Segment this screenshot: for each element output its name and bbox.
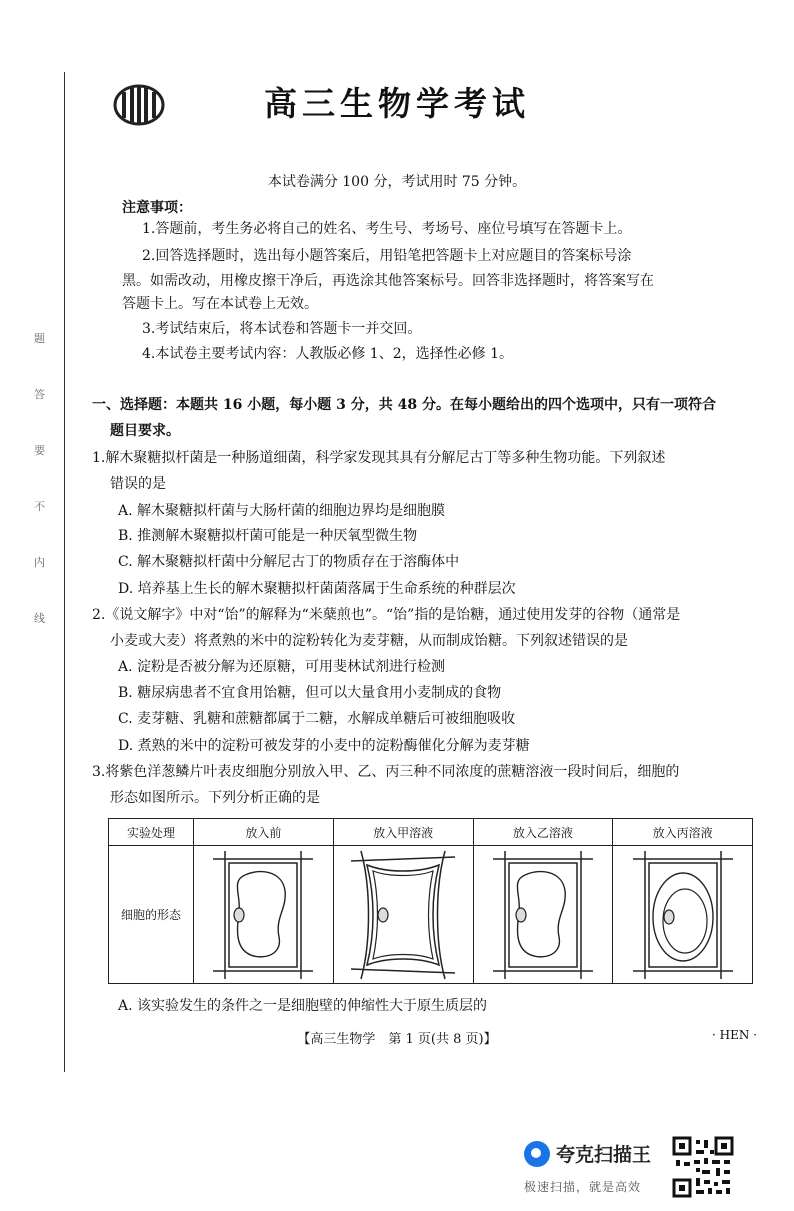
cell-diagram-before xyxy=(194,846,334,984)
question-1-option-d: D. 培养基上生长的解木聚糖拟杆菌菌落属于生命系统的种群层次 xyxy=(118,581,516,597)
experiment-table xyxy=(108,818,753,984)
note-line: 4.本试卷主要考试内容：人教版必修 1、2，选择性必修 1。 xyxy=(142,346,513,362)
question-2-stem: 小麦或大麦）将煮熟的米中的淀粉转化为麦芽糖，从而制成饴糖。下列叙述错误的是 xyxy=(110,633,628,649)
question-3-stem: 形态如图所示。下列分析正确的是 xyxy=(110,790,320,806)
note-line: 答题卡上。写在本试卷上无效。 xyxy=(122,296,318,312)
table-header-cell: 放入前 xyxy=(194,819,334,846)
note-line: 2.回答选择题时，选出每小题答案后，用铅笔把答题卡上对应题目的答案标号涂 xyxy=(142,248,632,264)
cell-diagram-a xyxy=(333,846,473,984)
margin-mark: 答 xyxy=(34,388,45,401)
table-header-cell: 放入乙溶液 xyxy=(473,819,613,846)
binding-line xyxy=(64,72,65,1072)
margin-mark: 题 xyxy=(34,332,45,345)
cell-diagram-c xyxy=(613,846,753,984)
question-1-option-a: A. 解木聚糖拟杆菌与大肠杆菌的细胞边界均是细胞膜 xyxy=(118,503,446,519)
question-2-option-a: A. 淀粉是否被分解为还原糖，可用斐林试剂进行检测 xyxy=(118,659,446,675)
question-3-option-a: A. 该实验发生的条件之一是细胞壁的伸缩性大于原生质层的 xyxy=(118,998,488,1014)
margin-mark: 要 xyxy=(34,444,45,457)
table-header-cell: 放入甲溶液 xyxy=(333,819,473,846)
cell-diagram-b xyxy=(473,846,613,984)
question-3-stem: 3.将紫色洋葱鳞片叶表皮细胞分别放入甲、乙、丙三种不同浓度的蔗糖溶液一段时间后，细胞的 xyxy=(92,764,680,780)
scanner-brand-name: 夸克扫描王 xyxy=(556,1144,652,1166)
table-header-cell: 放入丙溶液 xyxy=(613,819,753,846)
exam-info: 本试卷满分 100 分，考试用时 75 分钟。 xyxy=(267,174,527,190)
exam-code: · HEN · xyxy=(712,1028,757,1042)
question-1-stem: 错误的是 xyxy=(110,476,166,492)
section-heading: 一、选择题：本题共 16 小题，每小题 3 分，共 48 分。在每小题给出的四个选项中，只有一项符合 xyxy=(92,397,716,413)
question-2-option-d: D. 煮熟的米中的淀粉可被发芽的小麦中的淀粉酶催化分解为麦芽糖 xyxy=(118,738,530,754)
margin-marks xyxy=(34,330,50,630)
margin-mark: 内 xyxy=(34,556,45,569)
cell-c-icon xyxy=(623,847,743,983)
notes-title: 注意事项： xyxy=(122,200,192,216)
cell-b-icon xyxy=(483,847,603,983)
table-header-cell: 实验处理 xyxy=(109,819,194,846)
note-line: 黑。如需改动，用橡皮擦干净后，再选涂其他答案标号。回答非选择题时，将答案写在 xyxy=(122,273,654,289)
page-footer: 【高三生物学 第 1 页(共 8 页)】 xyxy=(297,1032,497,1047)
margin-mark: 线 xyxy=(34,612,45,625)
question-1-stem: 1.解木聚糖拟杆菌是一种肠道细菌，科学家发现其具有分解尼古丁等多种生物功能。下列叙述 xyxy=(92,450,666,466)
table-row-label: 细胞的形态 xyxy=(109,846,194,984)
question-2-option-c: C. 麦芽糖、乳糖和蔗糖都属于二糖，水解成单糖后可被细胞吸收 xyxy=(118,711,516,727)
question-1-option-b: B. 推测解木聚糖拟杆菌可能是一种厌氧型微生物 xyxy=(118,528,418,544)
question-1-option-c: C. 解木聚糖拟杆菌中分解尼古丁的物质存在于溶酶体中 xyxy=(118,554,460,570)
cell-a-icon xyxy=(343,847,463,983)
scanner-logo-icon xyxy=(524,1141,550,1167)
page-title: 高三生物学考试 xyxy=(264,84,530,123)
question-2-option-b: B. 糖尿病患者不宜食用饴糖，但可以大量食用小麦制成的食物 xyxy=(118,685,502,701)
note-line: 3.考试结束后，将本试卷和答题卡一并交回。 xyxy=(142,321,422,337)
note-line: 1.答题前，考生务必将自己的姓名、考生号、考场号、座位号填写在答题卡上。 xyxy=(142,221,632,237)
question-2-stem: 2.《说文解字》中对“饴”的解释为“米蘖煎也”。“饴”指的是饴糖，通过使用发芽的谷物（通常是 xyxy=(92,607,681,623)
cell-before-icon xyxy=(203,847,323,983)
margin-mark: 不 xyxy=(34,500,45,513)
section-heading: 题目要求。 xyxy=(110,423,180,439)
scanner-slogan: 极速扫描，就是高效 xyxy=(524,1180,642,1194)
qr-code-icon xyxy=(672,1136,734,1198)
